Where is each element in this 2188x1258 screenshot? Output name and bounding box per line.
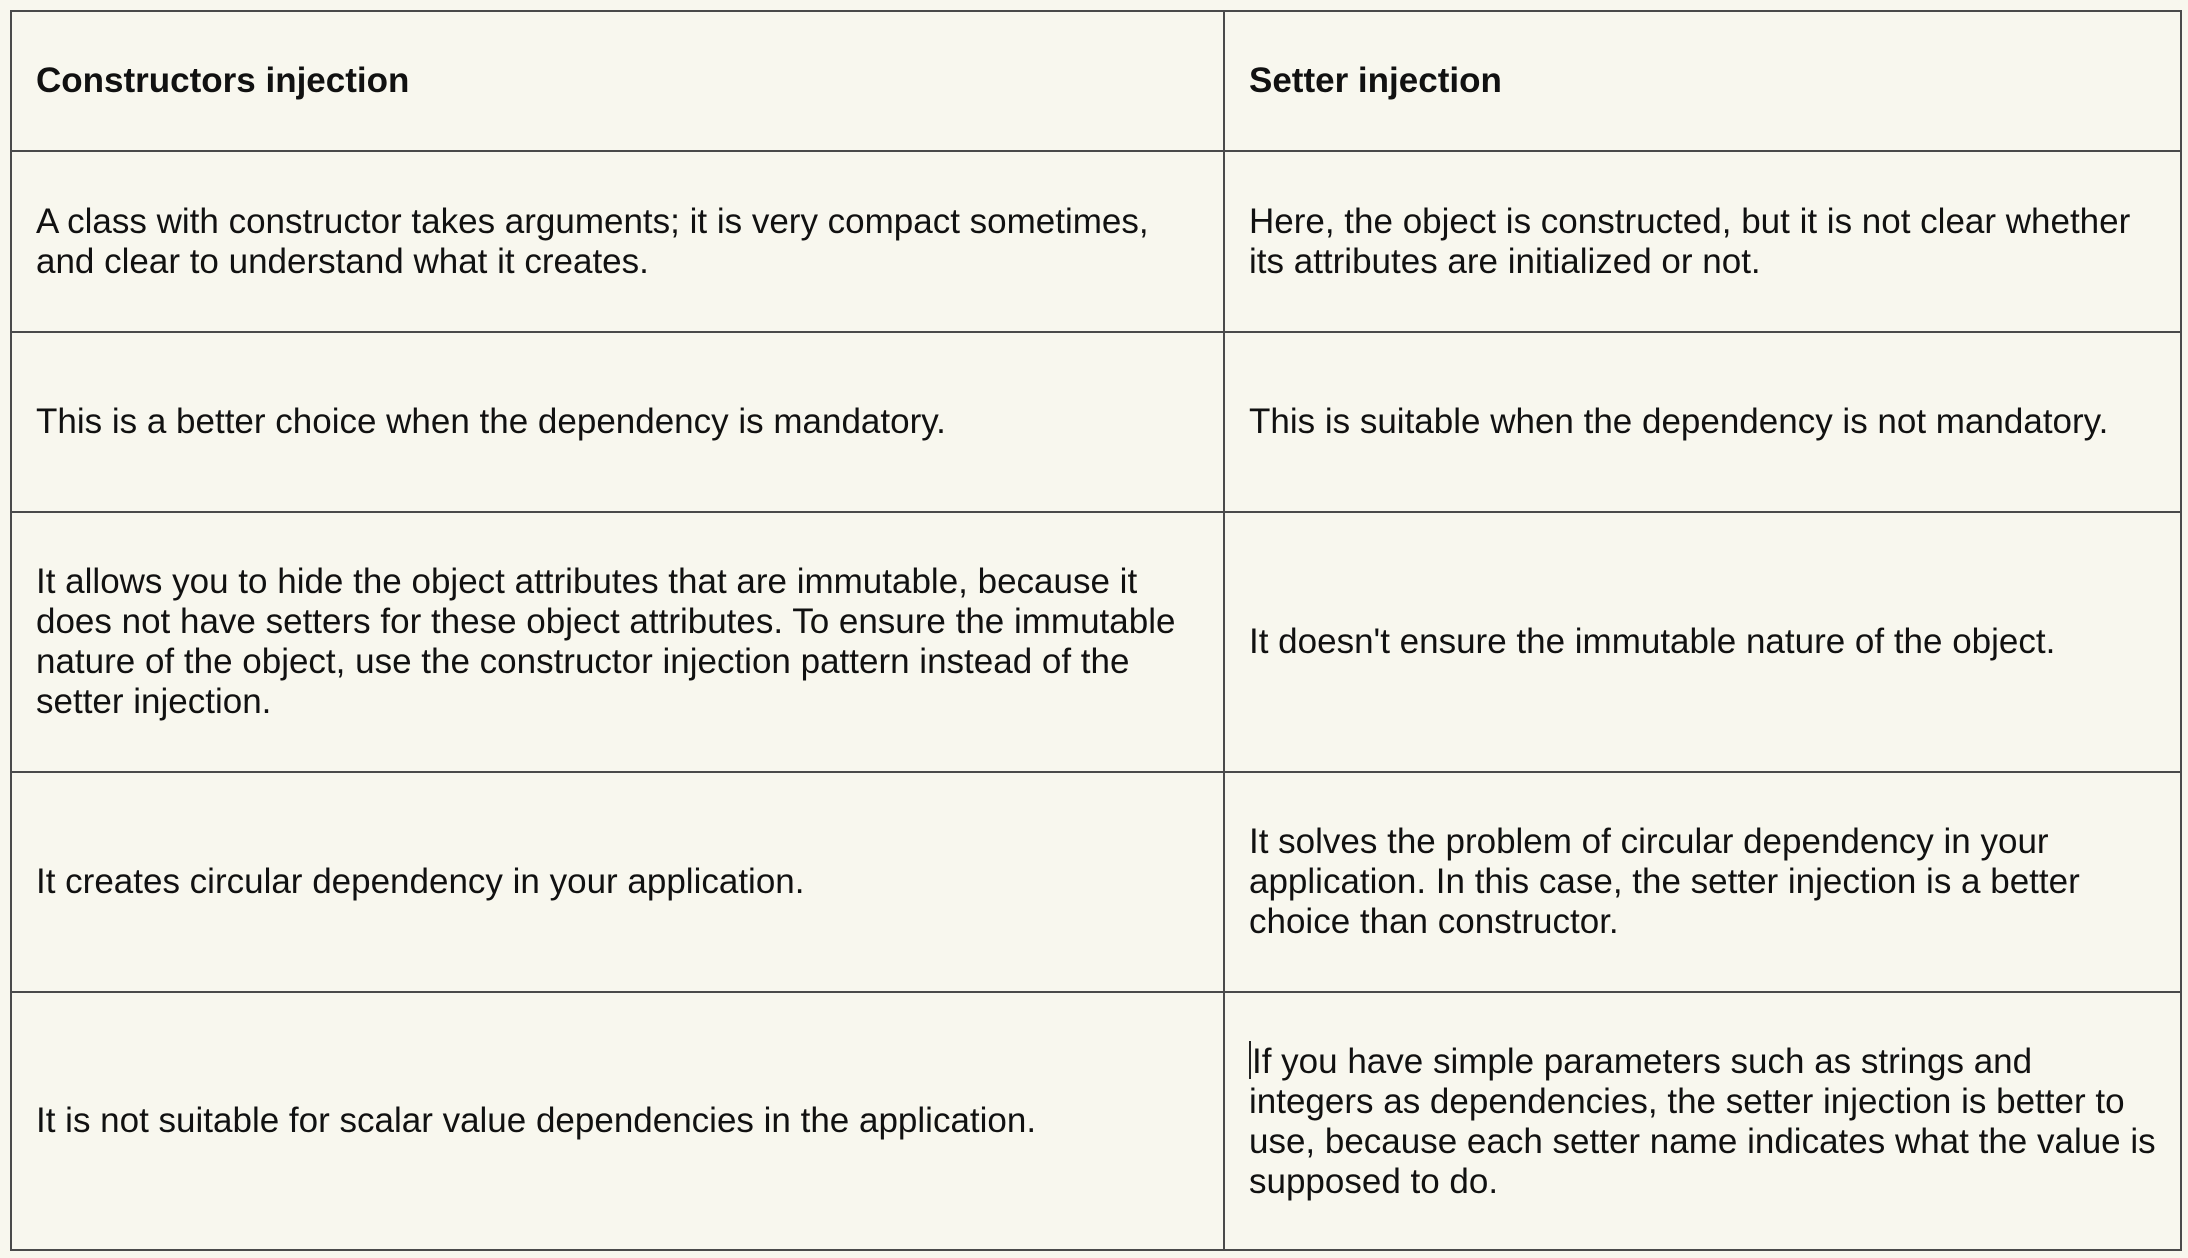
- table-cell-constructor: [11, 992, 1224, 1250]
- table-row: [11, 992, 2181, 1250]
- table-cell-constructor: [11, 772, 1224, 992]
- cell-text: If you have simple parameters such as strings and integers as dependencies, the setter injection is better to use, because each setter name indicates what the value is supposed to do.: [1249, 1041, 2156, 1201]
- comparison-table: [10, 10, 2182, 1251]
- cell-text: It is not suitable for scalar value dependencies in the application.: [36, 1101, 1037, 1140]
- cell-text: It doesn't ensure the immutable nature of the object.: [1249, 622, 2056, 661]
- table-cell-constructor: [11, 512, 1224, 772]
- table-cell-setter: [1224, 332, 2181, 512]
- table-cell-setter: [1224, 151, 2181, 332]
- cell-text: This is a better choice when the dependency is mandatory.: [36, 402, 946, 441]
- table-cell-setter[interactable]: [1224, 992, 2181, 1250]
- header-label: Setter injection: [1249, 61, 1502, 100]
- header-constructor-injection: [11, 11, 1224, 151]
- table-header-row: [11, 11, 2181, 151]
- table-row: [11, 151, 2181, 332]
- text-cursor-icon: [1249, 1041, 1251, 1079]
- table-cell-constructor: [11, 151, 1224, 332]
- cell-text: Here, the object is constructed, but it is not clear whether its attributes are initialized or not.: [1249, 201, 2131, 281]
- header-setter-injection: [1224, 11, 2181, 151]
- table-cell-setter: [1224, 772, 2181, 992]
- cell-text: This is suitable when the dependency is not mandatory.: [1249, 402, 2109, 441]
- cell-text: It creates circular dependency in your application.: [36, 862, 805, 901]
- cell-text: A class with constructor takes arguments; it is very compact sometimes, and clear to understand what it creates.: [36, 201, 1149, 281]
- cell-text: It allows you to hide the object attributes that are immutable, because it does not have setters for these object attributes. To ensure the immutable nature of the object, use the constructor injection pattern instead of the setter injection.: [36, 562, 1176, 721]
- cell-text: It solves the problem of circular dependency in your application. In this case, the setter injection is a better choice than constructor.: [1249, 822, 2080, 941]
- header-label: Constructors injection: [36, 61, 410, 100]
- table-row: [11, 772, 2181, 992]
- table-row: [11, 512, 2181, 772]
- table-cell-constructor: [11, 332, 1224, 512]
- table-row: [11, 332, 2181, 512]
- table-cell-setter: [1224, 512, 2181, 772]
